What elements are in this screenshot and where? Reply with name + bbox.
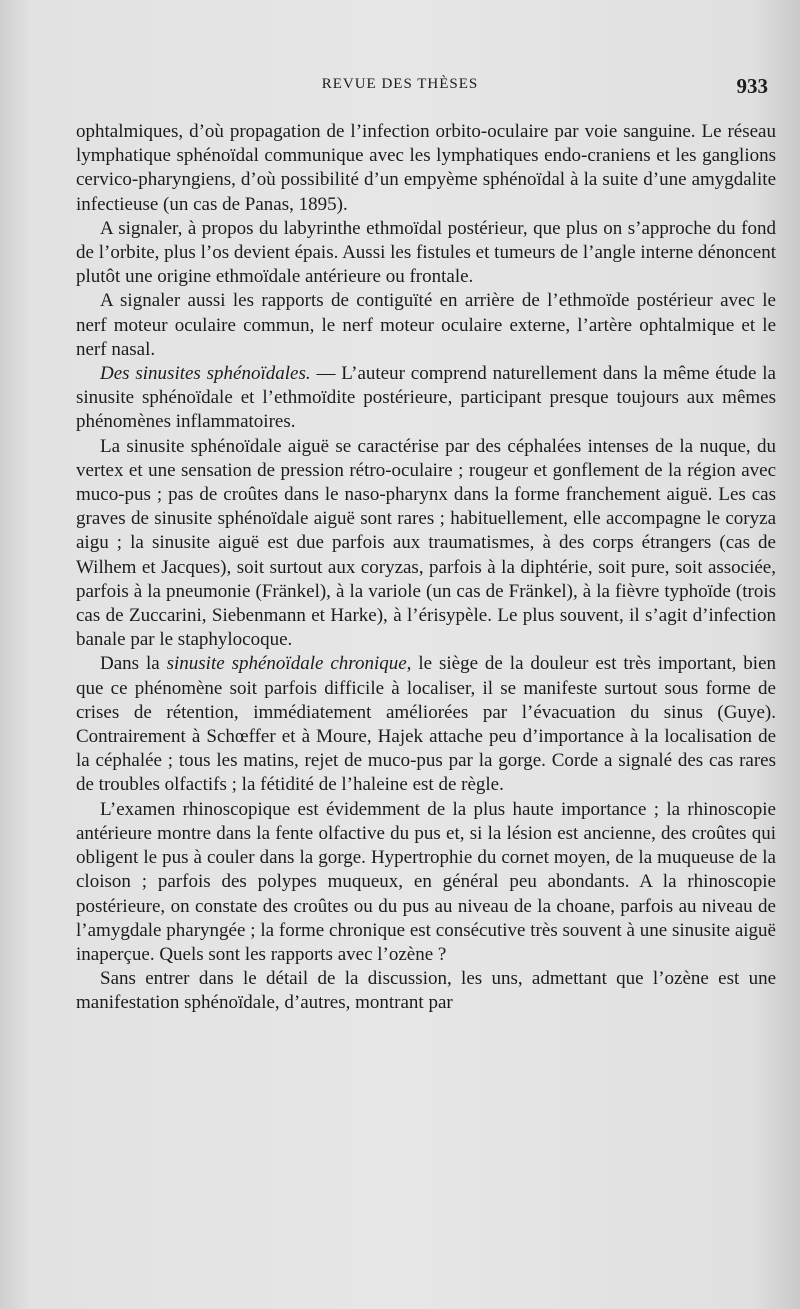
running-head: REVUE DES THÈSES xyxy=(321,76,479,92)
paragraph-4 xyxy=(76,362,776,435)
paragraph-6-text: , le siège de la douleur est très important, bien que ce phénomène soit parfois difficile à localiser, il se manifeste surtout sous forme de crises de rétention, immédiatement améliorées par l’évacuation du sinus (Guye). Contrairement à Schœffer et à Moure, Hajek attache peu d’importance à la localisation de la céphalée ; tous les matins, rejet de muco-pus par la gorge. Corde a signalé des cas rares de troubles olfactifs ; la fétidité de l’haleine est de règle. xyxy=(76,653,777,796)
page-number: 933 xyxy=(736,74,768,98)
paragraph-1: ophtalmiques, d’où propagation de l’infection orbito-oculaire par voie sanguine. Le réseau lymphatique sphénoïdal communique avec les lymphatiques endo-craniens et les ganglions cervico-pharyngiens, d’où possibilité d’un empyème sphénoïdal à la suite d’une amygdalite infectieuse (un cas de Panas, 1895). xyxy=(76,121,776,215)
paragraph-6-lead: Dans la xyxy=(100,653,167,675)
chronic-sinusitis-term: sinusite sphénoïdale chronique xyxy=(166,653,407,675)
paragraph-2: A signaler, à propos du labyrinthe ethmoïdal postérieur, que plus on s’approche du fond de l’orbite, plus l’os devient épais. Aussi les fistules et tumeurs de l’angle interne dénoncent plutôt une origine ethmoïdale antérieure ou frontale. xyxy=(76,217,776,288)
body-text xyxy=(76,120,776,1016)
paragraph-7: L’examen rhinoscopique est évidemment de la plus haute importance ; la rhinoscopie antérieure montre dans la fente olfactive du pus et, si la lésion est ancienne, des croûtes qui obligent le pus à couler dans la gorge. Hypertrophie du cornet moyen, de la muqueuse de la cloison ; parfois des polypes muqueux, en général peu abondants. A la rhinoscopie postérieure, on constate des croûtes ou du pus au niveau de la choane, parfois au niveau de l’amygdale pharyngée ; la forme chronique est consécutive très souvent à une sinusite aiguë inaperçue. Quels sont les rapports avec l’ozène ? xyxy=(76,798,776,965)
paragraph-5: La sinusite sphénoïdale aiguë se caractérise par des céphalées intenses de la nuque, du vertex et une sensation de pression rétro-oculaire ; rougeur et gonflement de la région avec muco-pus ; pas de croûtes dans le naso-pharynx dans la forme franchement aiguë. Les cas graves de sinusite sphénoïdale aiguë sont rares ; habituellement, elle accompagne le coryza aigu ; la sinusite aiguë est due parfois aux traumatismes, à des corps étrangers (cas de Wilhem et Jacques), soit surtout aux coryzas, parfois à la diphtérie, soit pure, soit associée, parfois à la pneumonie (Fränkel), à la variole (un cas de Fränkel), à la fièvre typhoïde (trois cas de Zuccarini, Siebenmann et Harke), à l’érisypèle. Le plus souvent, il s’agit d’infection banale par le staphylocoque. xyxy=(76,435,776,651)
paragraph-6 xyxy=(76,652,776,797)
section-heading-sphenoid: Des sinusites sphénoïdales. xyxy=(100,363,311,385)
paragraph-3: A signaler aussi les rapports de contiguïté en arrière de l’ethmoïde postérieur avec le nerf moteur oculaire commun, le nerf moteur oculaire externe, l’artère ophtalmique et le nerf nasal. xyxy=(76,290,776,360)
paragraph-4-text: — L’auteur comprend naturellement dans la même étude la sinusite sphénoïdale et l’ethmoïdite postérieure, participant presque toujours aux mêmes phénomènes inflammatoires. xyxy=(76,363,776,433)
paragraph-8: Sans entrer dans le détail de la discussion, les uns, admettant que l’ozène est une manifestation sphénoïdale, d’autres, montrant par xyxy=(76,968,776,1014)
